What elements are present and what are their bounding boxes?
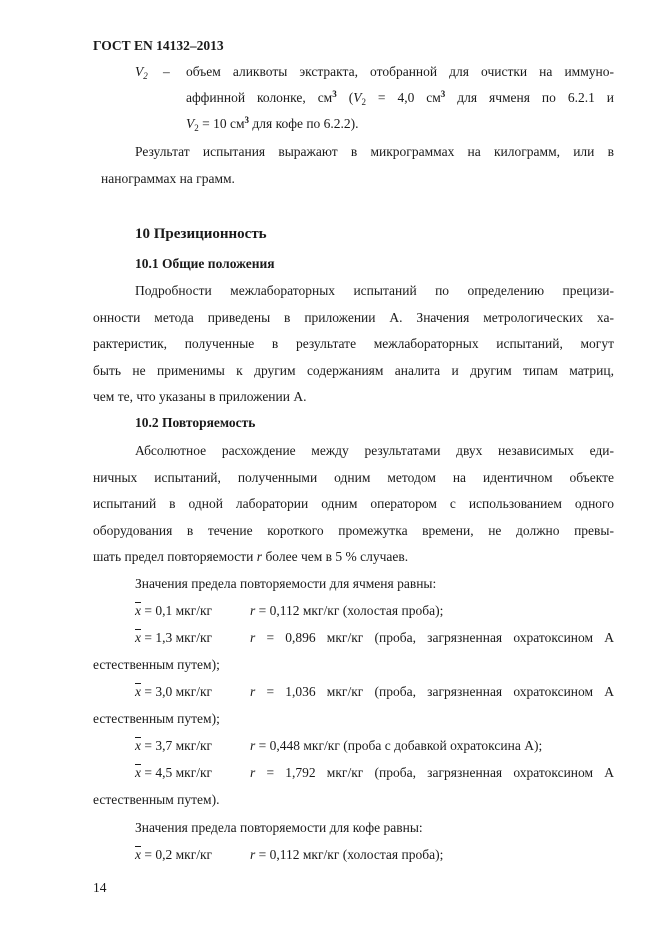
section-10-2-line-3: испытаний в одной лаборатории одним оператором с использованием одного [93,496,614,511]
v2-definition-line-2: аффинной колонке, $см^3$ ($V_2 = 4,0$ $см^3$ для ячменя по 6.2.1 и [186,89,615,107]
section-10-1-line-5: чем те, что указаны в приложении А. [93,389,307,404]
section-10-2-line-2: ничных испытаний, полученными одним методом на идентичном объекте [93,470,614,485]
standard-code-header: ГОСТ EN 14132–2013 [93,38,224,53]
section-10-1-heading: 10.1 Общие положения [135,256,275,271]
section-10-heading: 10 Презиционность [135,226,267,242]
barley-intro: Значения предела повторяемости для ячменя равны: [135,576,437,591]
barley-item-x: $\overline{x} = 4,5$ мкг/кг [135,765,213,780]
coffee-item-x: $\overline{x} = 0,2$ мкг/кг [135,847,213,862]
v2-definition-line-3: $V_2 = 10$ $см^3$ для кофе по 6.2.2). [186,115,359,133]
definition-dash: – [163,64,170,79]
barley-item-r: r = 1,036 мкг/кг (проба, загрязненная охратоксином А [250,684,614,699]
barley-item-continuation: естественным путем); [93,711,220,726]
barley-item-r: r = 0,112 мкг/кг (холостая проба); [250,603,444,618]
barley-item-x: $\overline{x} = 1,3$ мкг/кг [135,630,213,645]
barley-item-r: r = 0,896 мкг/кг (проба, загрязненная охратоксином А [250,630,614,645]
barley-item-r: r = 0,448 мкг/кг (проба с добавкой охратоксина А); [250,738,543,753]
barley-item-r: r = 1,792 мкг/кг (проба, загрязненная охратоксином А [250,765,614,780]
barley-item-x: $\overline{x} = 3,7$ мкг/кг [135,738,213,753]
result-paragraph-line-1: Результат испытания выражают в микрограммах на килограмм, или в [135,144,614,159]
barley-item-continuation: естественным путем); [93,657,220,672]
barley-item-x: $\overline{x} = 3,0$ мкг/кг [135,684,213,699]
v2-symbol: $V_2$ [135,64,148,81]
section-10-2-heading: 10.2 Повторяемость [135,415,256,430]
barley-item-continuation: естественным путем). [93,792,220,807]
section-10-1-line-2: онности метода приведены в приложении А. Значения метрологических ха- [93,310,614,325]
page-number: 14 [93,880,107,895]
section-10-1-line-1: Подробности межлабораторных испытаний по определению прецизи- [135,283,614,298]
v2-definition-line-1: объем аликвоты экстракта, отобранной для очистки на иммуно- [186,64,614,79]
section-10-2-line-4: оборудования в течение короткого промежутка времени, не должно превы- [93,523,614,538]
coffee-intro: Значения предела повторяемости для кофе равны: [135,820,423,835]
barley-item-x: $\overline{x} = 0,1$ мкг/кг [135,603,213,618]
result-paragraph-line-2: нанограммах на грамм. [101,171,235,186]
section-10-2-line-5: шать предел повторяемости r более чем в 5 % случаев. [93,549,409,564]
coffee-item-r: r = 0,112 мкг/кг (холостая проба); [250,847,444,862]
section-10-2-line-1: Абсолютное расхождение между результатами двух независимых еди- [135,443,614,458]
section-10-1-line-4: быть не применимы к другим содержаниям аналита и другим типам матриц, [93,363,614,378]
section-10-1-line-3: рактеристик, полученные в результате межлабораторных испытаний, могут [93,336,614,351]
